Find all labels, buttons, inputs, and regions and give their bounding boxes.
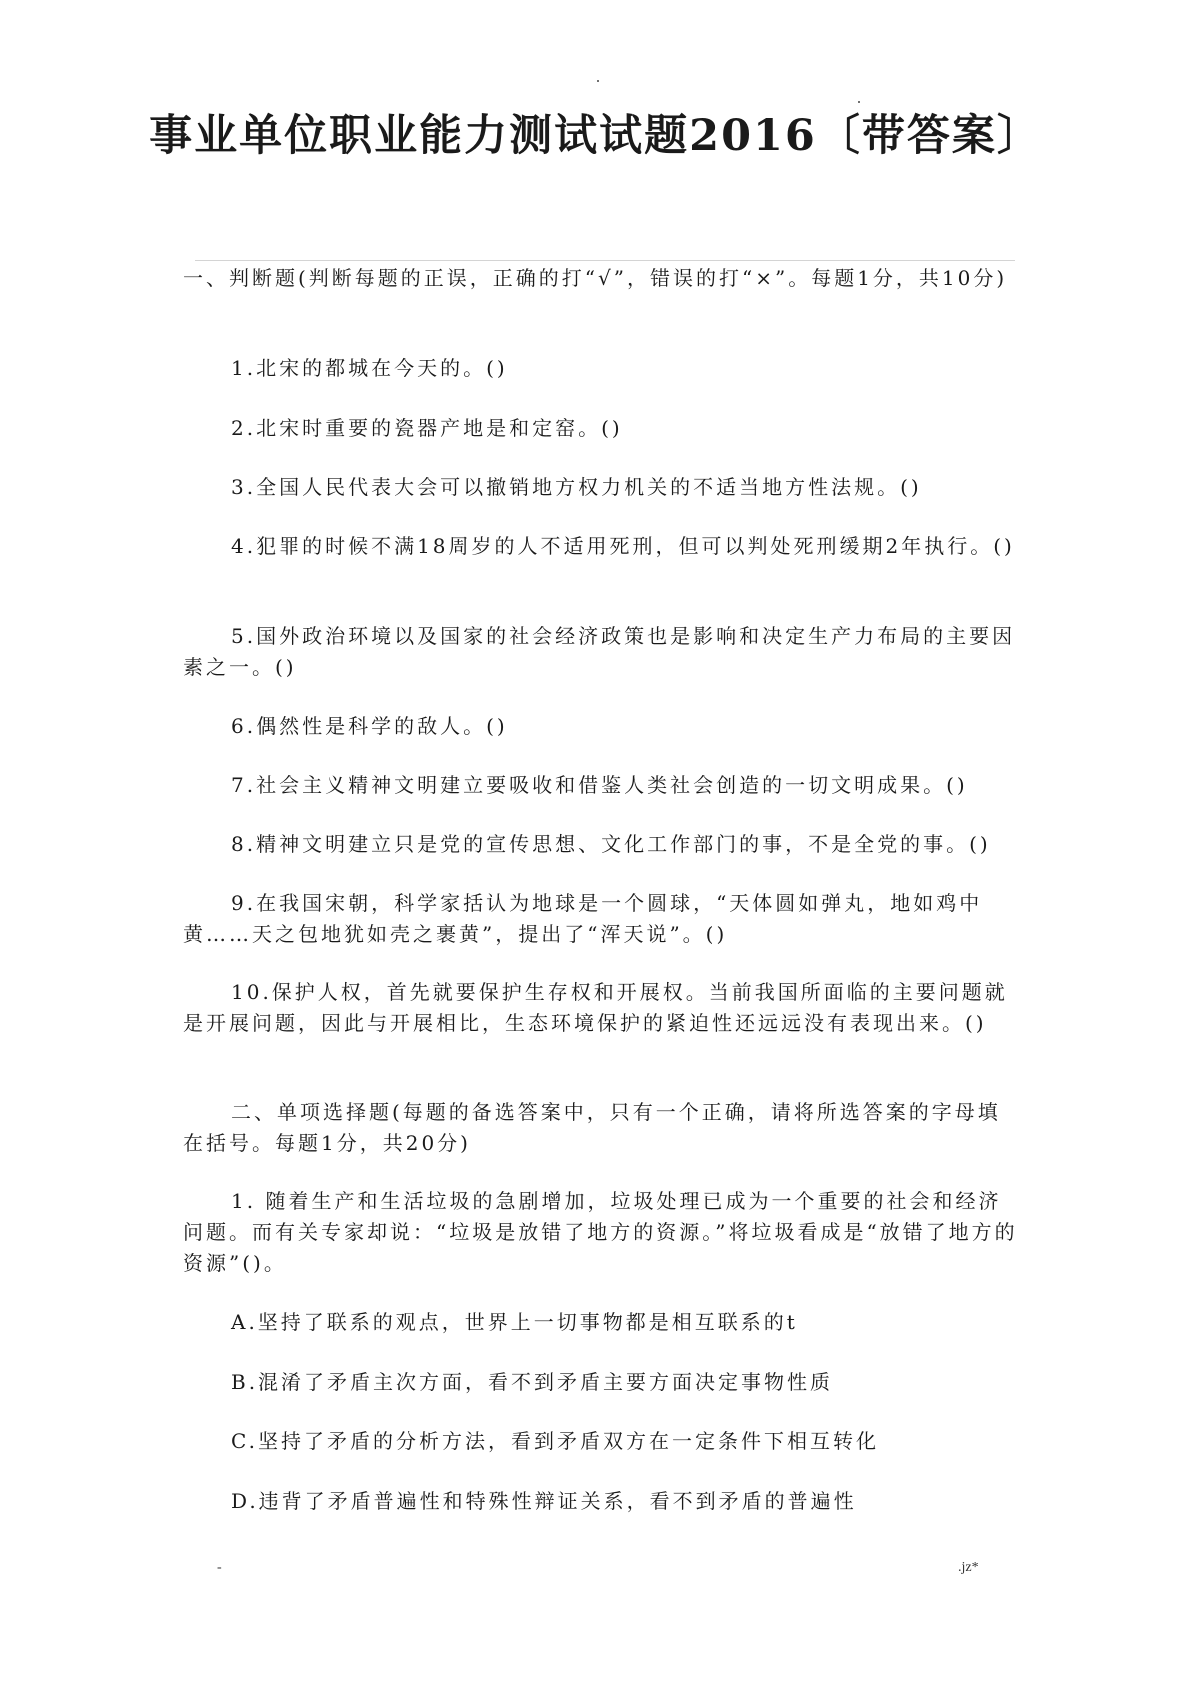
question-5: 5.国外政治环境以及国家的社会经济政策也是影响和决定生产力布局的主要因素之一。() (183, 624, 1016, 679)
option-b: B.混淆了矛盾主次方面，看不到矛盾主要方面决定事物性质 (231, 1370, 834, 1394)
speck-mark (597, 80, 599, 82)
divider-line (195, 260, 1015, 261)
question-1: 1.北宋的都城在今天的。() (231, 356, 508, 380)
choice-question-1: 1. 随着生产和生活垃圾的急剧增加，垃圾处理已成为一个重要的社会和经济问题。而有关专家却说：“垃圾是放错了地方的资源。”将垃圾看成是“放错了地方的资源”()。 (183, 1189, 1018, 1275)
footer-left: - (217, 1560, 222, 1575)
question-9: 9.在我国宋朝，科学家括认为地球是一个圆球，“天体圆如弹丸，地如鸡中黄……天之包地犹如壳之裹黄”，提出了“浑天说”。() (183, 891, 983, 946)
option-c: C.坚持了矛盾的分析方法，看到矛盾双方在一定条件下相互转化 (231, 1429, 879, 1453)
footer-right: .jz* (958, 1560, 979, 1575)
question-2: 2.北宋时重要的瓷器产地是和定窑。() (231, 416, 623, 440)
question-6: 6.偶然性是科学的敌人。() (231, 714, 508, 738)
question-8: 8.精神文明建立只是党的宣传思想、文化工作部门的事，不是全党的事。() (231, 832, 991, 856)
question-7: 7.社会主义精神文明建立要吸收和借鉴人类社会创造的一切文明成果。() (231, 773, 968, 797)
section1-heading: 一、判断题(判断每题的正误，正确的打“√”，错误的打“×”。每题1分，共10分) (183, 266, 1008, 290)
question-3: 3.全国人民代表大会可以撤销地方权力机关的不适当地方性法规。() (231, 475, 922, 499)
question-4: 4.犯罪的时候不满18周岁的人不适用死刑，但可以判处死刑缓期2年执行。() (231, 534, 1015, 558)
document-title: 事业单位职业能力测试试题2016〔带答案〕 (149, 111, 1042, 161)
option-d: D.违背了矛盾普遍性和特殊性辩证关系，看不到矛盾的普遍性 (231, 1489, 857, 1513)
option-a: A.坚持了联系的观点，世界上一切事物都是相互联系的t (231, 1310, 798, 1334)
section2-heading: 二、单项选择题(每题的备选答案中，只有一个正确，请将所选答案的字母填在括号。每题1分，共20分) (183, 1100, 1001, 1155)
question-10: 10.保护人权，首先就要保护生存权和开展权。当前我国所面临的主要问题就是开展问题，因此与开展相比，生态环境保护的紧迫性还远远没有表现出来。() (183, 980, 1008, 1035)
